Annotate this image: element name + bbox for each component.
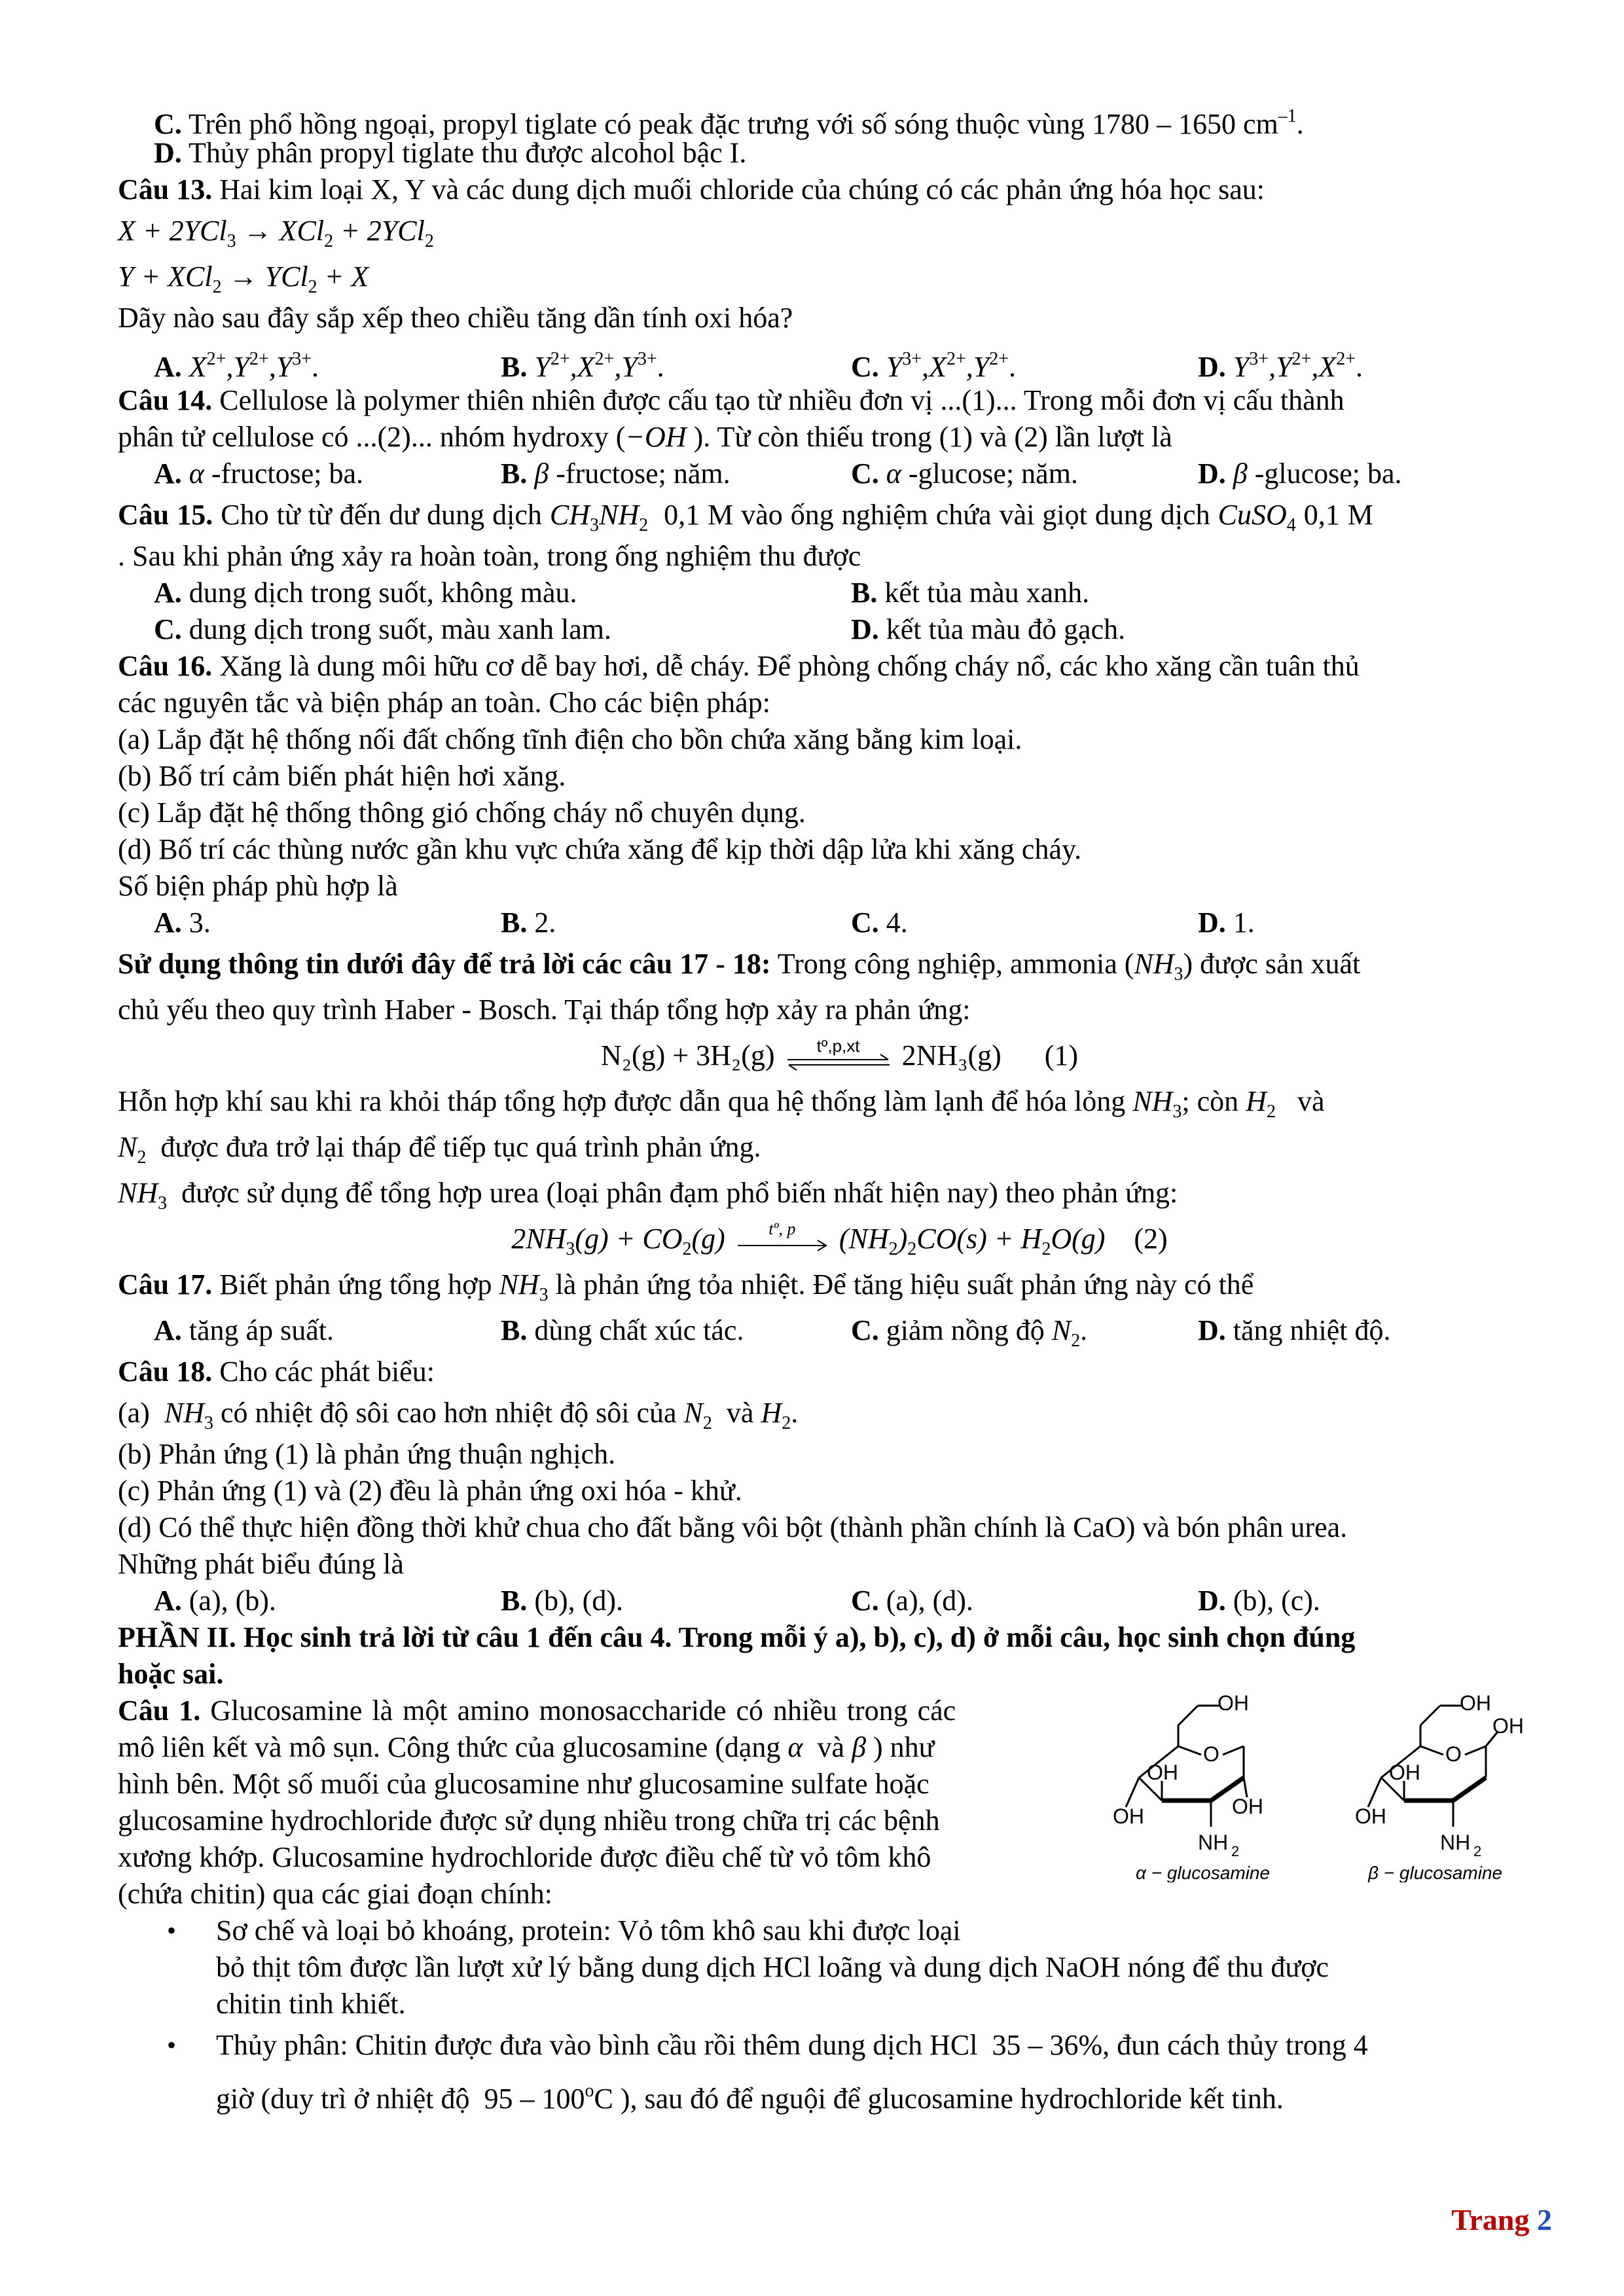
q18-statement-b: (b) Phản ứng (1) là phản ứng thuận nghịch. [118, 1438, 616, 1470]
p2q1-bullet-1-cont: bỏ thịt tôm được lần lượt xử lý bằng dung dịch HCl loãng và dung dịch NaOH nóng để thu được [216, 1951, 1329, 1983]
q14-option-c: C. α -glucose; năm. [851, 457, 1078, 490]
q18-option-a: A. (a), (b). [154, 1585, 276, 1617]
q15-stem-1: Câu 15. Cho từ từ đến dư dung dịch $CH_3NH_2$ 0,1 M vào ống nghiệm chứa vài giọt dung dịch CuSO$_4$ 0,1 M [118, 499, 1373, 535]
part2-title-cont: hoặc sai. [118, 1658, 224, 1690]
q16-stem-1: Câu 16. Xăng là dung môi hữu cơ dễ bay hơi, dễ cháy. Để phòng chống cháy nổ, các kho xăng cần tuân thủ [118, 650, 1360, 682]
svg-text:O: O [1203, 1742, 1219, 1766]
q17-option-d: D. tăng nhiệt độ. [1198, 1314, 1391, 1346]
info-line-2: chủ yếu theo quy trình Haber - Bosch. Tại tháp tổng hợp xảy ra phản ứng: [118, 994, 971, 1026]
q13-option-b: B. $Y^{2+},X^{2+},Y^{3+}$. [501, 349, 664, 383]
q17-option-c: C. giảm nồng độ $N_2$. [851, 1314, 1088, 1351]
q12-option-c: C. Trên phổ hồng ngoại, propyl tiglate có peak đặc trưng với số sóng thuộc vùng 1780 – 1650 $cm^{-1}$. [154, 106, 1304, 140]
q13-reaction-2: Y + XCl$_2$ → YCl$_2$ + X [118, 260, 369, 297]
q17-stem: Câu 17. Biết phản ứng tổng hợp $NH_3$ là phản ứng tỏa nhiệt. Để tăng hiệu suất phản ứng này có thể [118, 1268, 1254, 1305]
p2q1-line-6: (chứa chitin) qua các giai đoạn chính: [118, 1878, 553, 1910]
p2q1-line-1: Câu 1. Glucosamine là một amino monosaccharide có nhiều trong các [118, 1695, 956, 1727]
page-content [118, 98, 1561, 2114]
q17-options [118, 1308, 1561, 1354]
svg-text:OH: OH [1113, 1804, 1144, 1828]
q18-stem: Câu 18. Cho các phát biểu: [118, 1355, 435, 1388]
q18-statement-c: (c) Phản ứng (1) và (2) đều là phản ứng oxi hóa - khử. [118, 1475, 742, 1507]
beta-glucosamine-structure [1355, 1693, 1571, 1882]
svg-text:β − glucosamine: β − glucosamine [1368, 1863, 1503, 1882]
svg-text:OH: OH [1460, 1693, 1491, 1715]
svg-text:NH: NH [1440, 1831, 1471, 1854]
page-footer: Trang 2 [1451, 2203, 1552, 2236]
p2q1-bullet-1-cont2: chitin tinh khiết. [216, 1988, 406, 2020]
q15-options-row-1 [118, 575, 1561, 611]
q16-option-b: B. 2. [501, 906, 556, 939]
equilibrium-arrow-icon: tº,p,xt [786, 1045, 891, 1071]
svg-text:2: 2 [1473, 1843, 1482, 1859]
bullet-icon: • [167, 1916, 177, 1945]
q18-statement-a: (a) $NH_3$ có nhiệt độ sôi cao hơn nhiệt độ sôi của $N_2$ và $H_2$. [118, 1397, 799, 1433]
svg-text:OH: OH [1218, 1693, 1249, 1715]
q13-reaction-1: X + 2YCl$_3$ → XCl$_2$ + 2YCl$_2$ [118, 215, 434, 251]
q13-question: Dãy nào sau đây sắp xếp theo chiều tăng dần tính oxi hóa? [118, 302, 793, 334]
q17-option-b: B. dùng chất xúc tác. [501, 1314, 744, 1346]
q16-item-c: (c) Lắp đặt hệ thống thông gió chống cháy nổ chuyên dụng. [118, 797, 806, 829]
p2q1-line-4: glucosamine hydrochloride được sử dụng nhiều trong chữa trị các bệnh [118, 1804, 940, 1837]
q18-statement-d: (d) Có thể thực hiện đồng thời khử chua cho đất bằng vôi bột (thành phần chính là CaO) và bón phân urea. [118, 1511, 1348, 1543]
q13-option-c: C. $Y^{3+},X^{2+},Y^{2+}$. [851, 349, 1017, 383]
svg-text:2: 2 [1231, 1843, 1240, 1859]
svg-text:OH: OH [1232, 1795, 1263, 1818]
q15-stem-2: . Sau khi phản ứng xảy ra hoàn toàn, trong ống nghiệm thu được [118, 540, 861, 572]
q13-stem: Câu 13. Hai kim loại X, Y và các dung dịch muối chloride của chúng có các phản ứng hóa học sau: [118, 173, 1265, 206]
reaction-2: $2NH_3(g) + CO_2(g)$ tº, p $(NH_2)_2CO(s) + H_2O(g)$ (2) [511, 1219, 1168, 1259]
svg-text:OH: OH [1492, 1714, 1524, 1738]
q15-option-c: C. dung dịch trong suốt, màu xanh lam. [154, 613, 612, 645]
part2-title: PHẦN II. Học sinh trả lời từ câu 1 đến câu 4. Trong mỗi ý a), b), c), d) ở mỗi câu, học sinh chọn đúng [118, 1621, 1356, 1653]
reaction-arrow-icon: tº, p [736, 1229, 828, 1255]
svg-text:OH: OH [1147, 1761, 1178, 1784]
q14-option-b: B. β -fructose; năm. [501, 457, 731, 490]
q14-options [118, 456, 1561, 492]
q18-option-c: C. (a), (d). [851, 1585, 973, 1617]
q16-stem-2: các nguyên tắc và biện pháp an toàn. Cho các biện pháp: [118, 687, 770, 719]
q14-stem-2: phân tử cellulose có ...(2)... nhóm hydroxy (−OH ). Từ còn thiếu trong (1) và (2) lần lượt là [118, 421, 1172, 453]
svg-text:OH: OH [1355, 1804, 1386, 1828]
svg-text:NH: NH [1198, 1831, 1229, 1854]
reaction-1: N₂(g) + 3H₂(g) tº,p,xt 2NH₃(g) (1) [600, 1035, 1079, 1071]
q16-option-c: C. 4. [851, 906, 908, 939]
q18-question: Những phát biểu đúng là [118, 1548, 404, 1580]
p2q1-line-2: mô liên kết và mô sụn. Công thức của glucosamine (dạng α và β ) như [118, 1731, 935, 1763]
q15-option-d: D. kết tủa màu đỏ gạch. [851, 613, 1126, 645]
q18-option-b: B. (b), (d). [501, 1585, 623, 1617]
p2q1-line-3: hình bên. Một số muối của glucosamine như glucosamine sulfate hoặc [118, 1768, 929, 1800]
q16-item-b: (b) Bố trí cảm biến phát hiện hơi xăng. [118, 760, 566, 792]
q18-options [118, 1583, 1561, 1619]
info-line-4: $N_2$ được đưa trở lại tháp để tiếp tục quá trình phản ứng. [118, 1131, 761, 1168]
p2q1-bullet-2: • Thủy phân: Chitin được đưa vào bình cầu rồi thêm dung dịch HCl 35 – 36%, đun cách thủy trong 4 [118, 2022, 1561, 2068]
info-line-5: $NH_3$ được sử dụng để tổng hợp urea (loại phân đạm phổ biến nhất hiện nay) theo phản ứng: [118, 1177, 1178, 1213]
bullet-icon: • [167, 2030, 177, 2060]
q16-item-a: (a) Lắp đặt hệ thống nối đất chống tĩnh điện cho bồn chứa xăng bằng kim loại. [118, 723, 1022, 755]
info-line-1: Sử dụng thông tin dưới đây để trả lời các câu 17 - 18: Trong công nghiệp, ammonia $(NH_3)$ được sản xuất [118, 948, 1361, 984]
svg-text:OH: OH [1389, 1761, 1420, 1784]
svg-text:O: O [1445, 1742, 1462, 1766]
q14-stem-1: Câu 14. Cellulose là polymer thiên nhiên được cấu tạo từ nhiều đơn vị ...(1)... Trong mỗi đơn vị cấu thành [118, 384, 1344, 416]
p2q1-bullet-1: • Sơ chế và loại bỏ khoáng, protein: Vỏ tôm khô sau khi được loại [118, 1912, 1100, 1949]
q13-option-d: D. $Y^{3+},Y^{2+},X^{2+}$. [1198, 349, 1363, 383]
q14-option-d: D. β -glucose; ba. [1198, 457, 1402, 490]
q13-options [118, 336, 1561, 382]
q16-options [118, 905, 1561, 941]
q15-option-b: B. kết tủa màu xanh. [851, 577, 1090, 609]
alpha-glucosamine-structure [1113, 1693, 1329, 1882]
p2q1-bullet-2-cont: giờ (duy trì ở nhiệt độ 95 – 100$^o$C ), sau đó để nguội để glucosamine hydrochloride kết tinh. [216, 2081, 1284, 2115]
info-line-3: Hỗn hợp khí sau khi ra khỏi tháp tổng hợp được dẫn qua hệ thống làm lạnh để hóa lỏng $NH_3$; còn $H_2$ và [118, 1085, 1325, 1122]
q18-option-d: D. (b), (c). [1198, 1585, 1320, 1617]
q16-option-d: D. 1. [1198, 906, 1255, 939]
q16-question: Số biện pháp phù hợp là [118, 870, 398, 902]
q16-option-a: A. 3. [154, 906, 211, 939]
p2q1-line-5: xương khớp. Glucosamine hydrochloride được điều chế từ vỏ tôm khô [118, 1841, 931, 1873]
q17-option-a: A. tăng áp suất. [154, 1314, 334, 1346]
q13-option-a: A. $X^{2+},Y^{2+},Y^{3+}$. [154, 349, 319, 383]
q15-options-row-2 [118, 611, 1561, 648]
q15-option-a: A. dung dịch trong suốt, không màu. [154, 577, 577, 609]
q14-option-a: A. α -fructose; ba. [154, 457, 364, 490]
svg-text:α − glucosamine: α − glucosamine [1136, 1863, 1271, 1882]
q16-item-d: (d) Bố trí các thùng nước gần khu vực chứa xăng để kịp thời dập lửa khi xăng cháy. [118, 833, 1082, 865]
q12-option-d: D. Thủy phân propyl tiglate thu được alcohol bậc I. [154, 137, 747, 169]
